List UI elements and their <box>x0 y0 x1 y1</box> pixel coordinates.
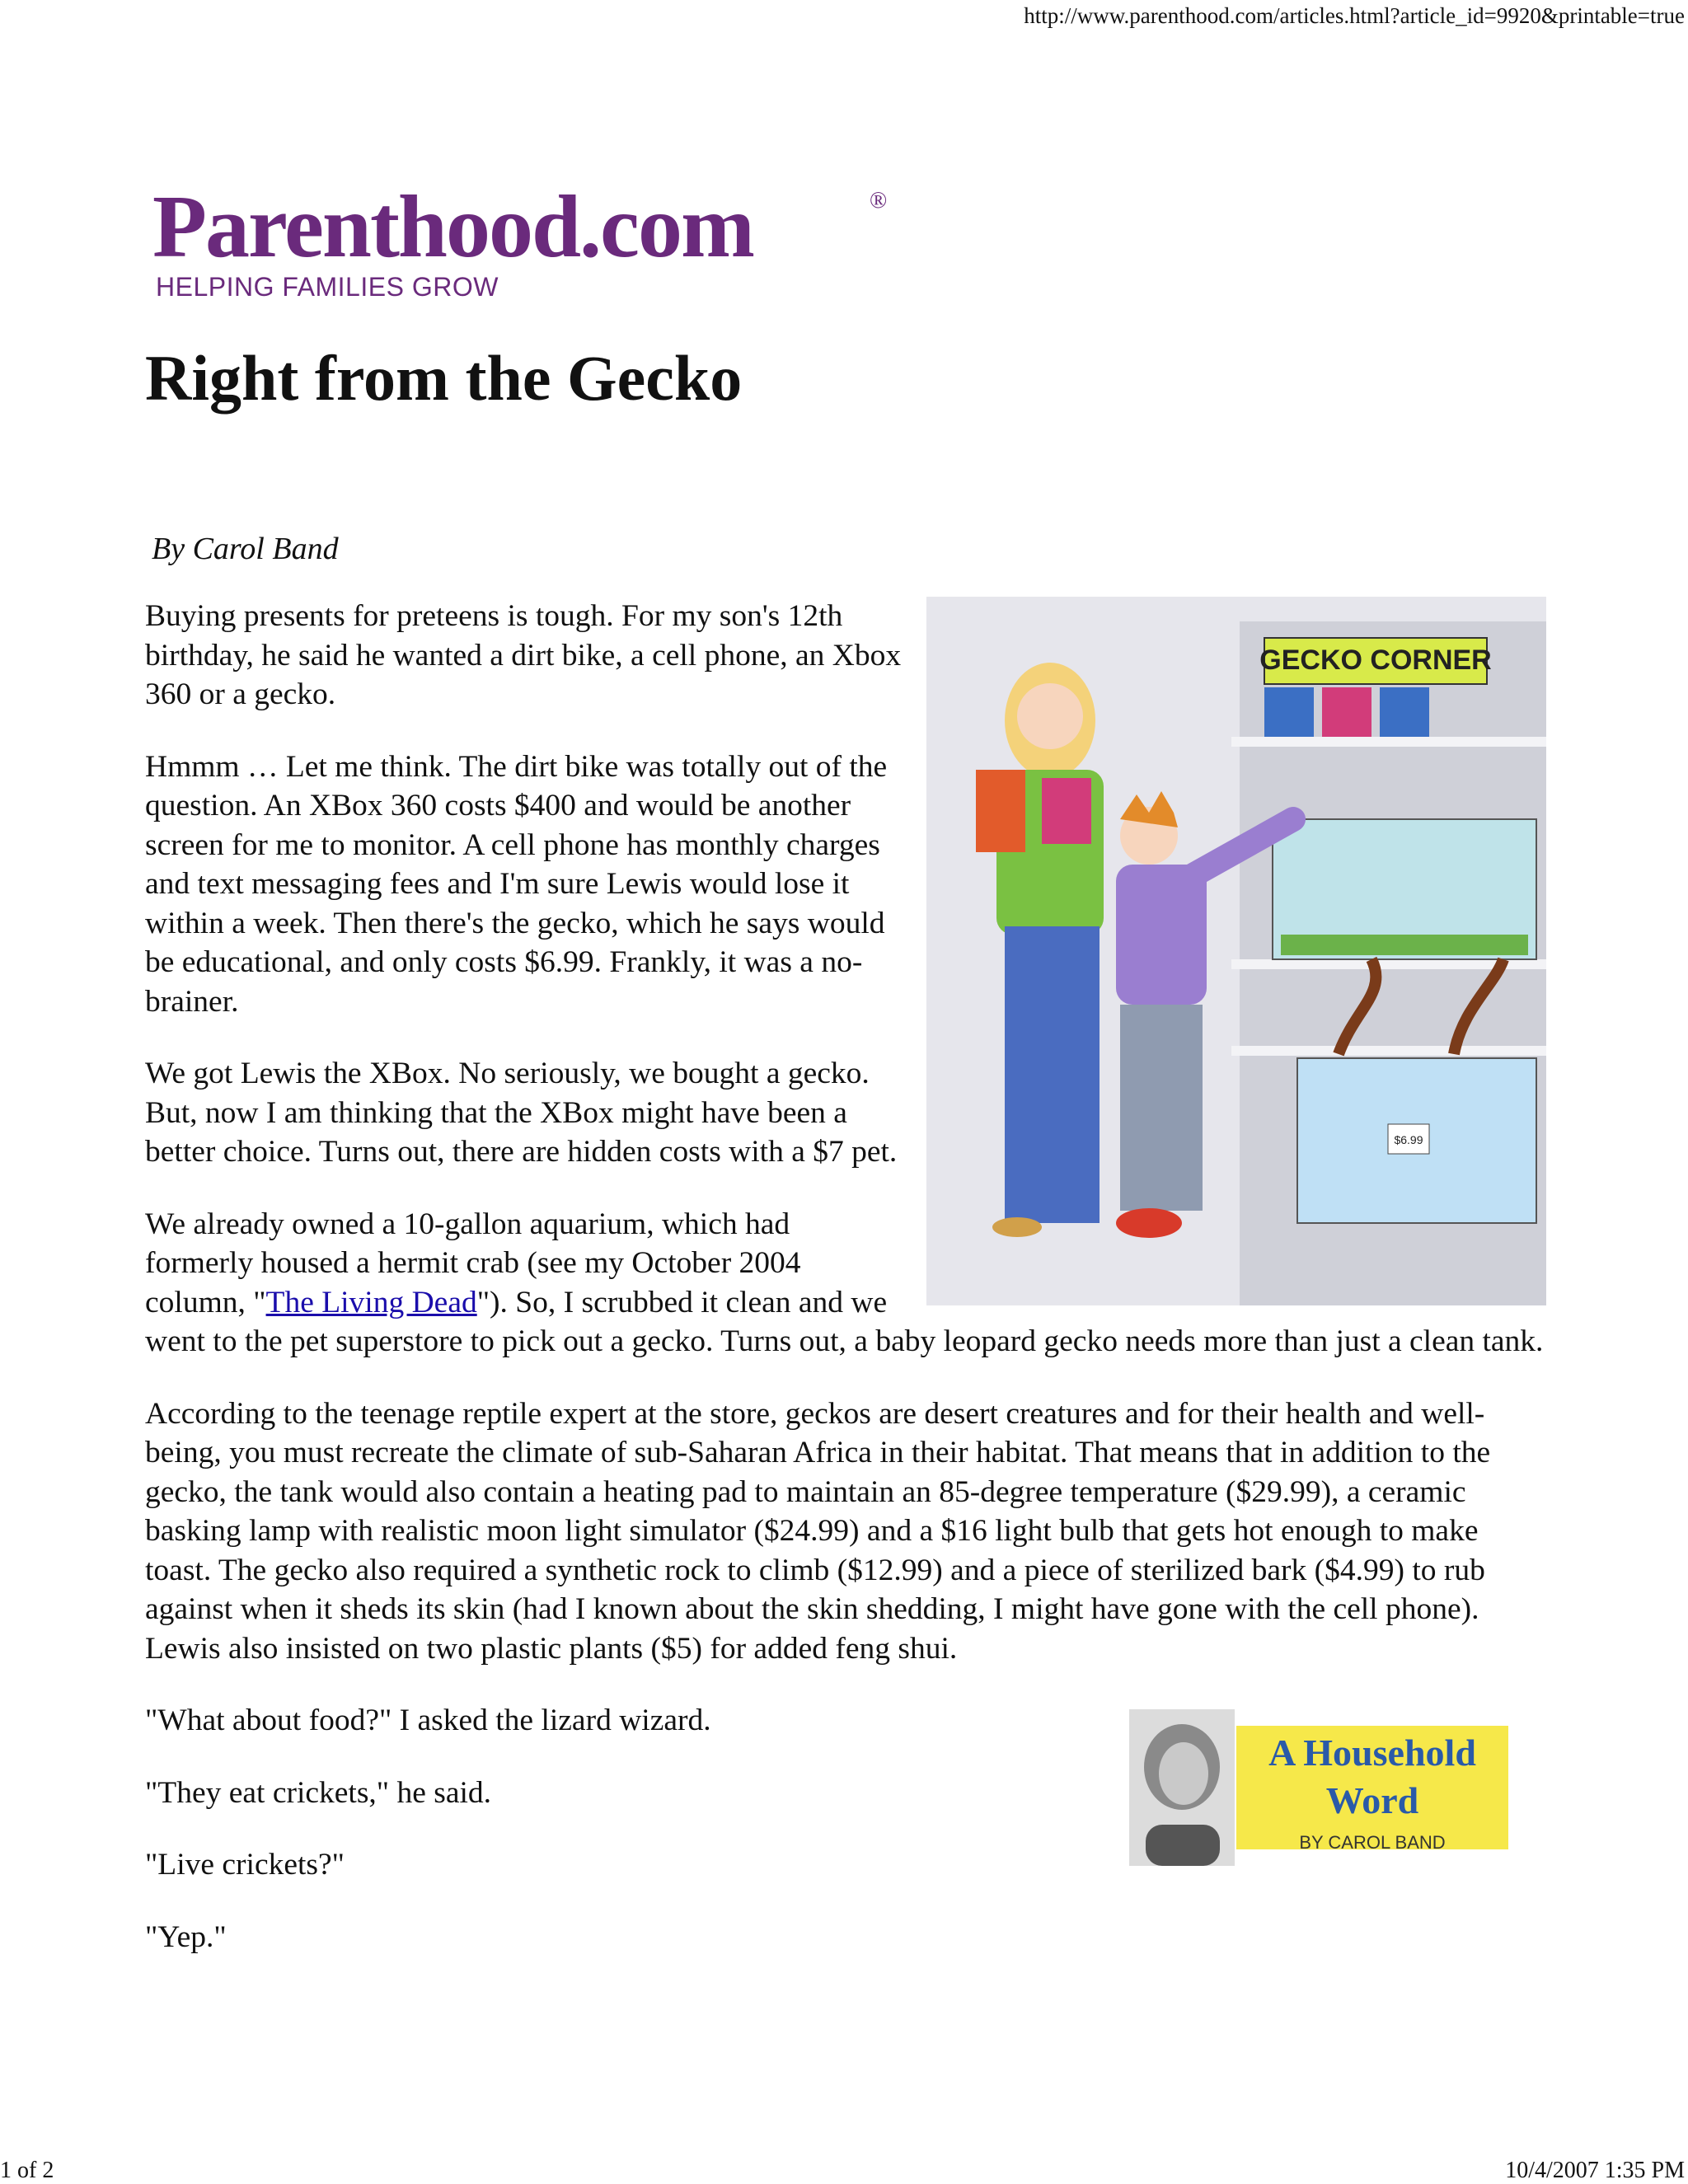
print-datetime: 10/4/2007 1:35 PM <box>1505 2158 1685 2183</box>
article-byline: By Carol Band <box>152 532 339 566</box>
page-number: 1 of 2 <box>0 2158 54 2183</box>
paragraph-3: We got Lewis the XBox. No seriously, we bought a gecko. But, now I am thinking that the XBox might have been a better choice. Turns out, there are hidden costs with a $7 pet. <box>145 1057 898 1169</box>
site-logo[interactable] <box>152 178 888 315</box>
author-photo <box>1129 1709 1235 1866</box>
paragraph-2: Hmmm … Let me think. The dirt bike was totally out of the question. An XBox 360 costs $400 and would be another screen for me to monitor. A cell phone has monthly charges and text messaging fees and I'm sure Lewis would lose it within a week. Then there's the gecko, which he says would be educational, and only costs $6.99. Frankly, it was a no-brainer. <box>145 749 888 1019</box>
mom-jeans <box>1005 926 1100 1223</box>
registered-mark: ® <box>870 188 888 213</box>
household-word-column-badge[interactable] <box>1129 1709 1508 1866</box>
boy-pants <box>1120 1005 1203 1211</box>
paragraph-5: According to the teenage reptile expert at the store, geckos are desert creatures and for their health and well-being, you must recreate the climate of sub-Saharan Africa in their habitat. That means that in addition to the gecko, the tank would also contain a heating pad to maintain an 85-degree temperature ($29.99), a ceramic basking lamp with realistic moon light simulator ($24.99) and a $16 light bulb that gets hot enough to make toast. The gecko also required a synthetic rock to climb ($12.99) and a piece of sterilized bark ($4.99) to rub against when it sheds its skin (had I known about the skin shedding, I might have gone with the cell phone). Lewis also insisted on two plastic plants ($5) for added feng shui. <box>145 1396 1491 1666</box>
shelf-3 <box>1231 1046 1546 1056</box>
column-title-line1: A Household <box>1268 1732 1476 1774</box>
paragraph-6: "What about food?" I asked the lizard wizard. <box>145 1704 711 1737</box>
paragraph-4-text-after: "). So, I scrubbed it clean and we went to the pet superstore to pick out a gecko. Turns out, a baby leopard gecko needs more than just a clean tank. <box>145 1285 1544 1358</box>
logo-tagline: HELPING FAMILIES GROW <box>156 272 499 302</box>
article-title: Right from the Gecko <box>145 342 743 414</box>
shelf-1 <box>1231 737 1546 747</box>
gecko-store-illustration <box>926 597 1546 1305</box>
print-url-header: http://www.parenthood.com/articles.html?article_id=9920&printable=true <box>1024 3 1685 28</box>
column-subtitle: BY CAROL BAND <box>1299 1832 1446 1853</box>
the-living-dead-link[interactable]: The Living Dead <box>265 1285 477 1319</box>
paragraph-1: Buying presents for preteens is tough. For my son's 12th birthday, he said he wanted a dirt bike, a cell phone, an Xbox 360 or a gecko. <box>145 599 902 711</box>
column-title-line2: Word <box>1325 1779 1419 1821</box>
paragraph-4-text-before: We already owned a 10-gallon aquarium, which had formerly housed a hermit crab (see my October 2004 column, " <box>145 1207 801 1319</box>
paragraph-7: "They eat crickets," he said. <box>145 1775 492 1810</box>
author-photo-drawing <box>1129 1709 1235 1866</box>
paragraph-9: "Yep." <box>145 1919 227 1954</box>
gecko-corner-sign-text: GECKO CORNER <box>1259 644 1492 676</box>
paragraph-8: "Live crickets?" <box>145 1848 345 1882</box>
article-body <box>145 597 1546 1990</box>
illustration-drawing <box>926 597 1546 1305</box>
column-title-box <box>1236 1726 1508 1853</box>
logo-brand-text: Parenthood.com <box>152 178 753 276</box>
price-tag-text: $6.99 <box>1394 1133 1423 1146</box>
